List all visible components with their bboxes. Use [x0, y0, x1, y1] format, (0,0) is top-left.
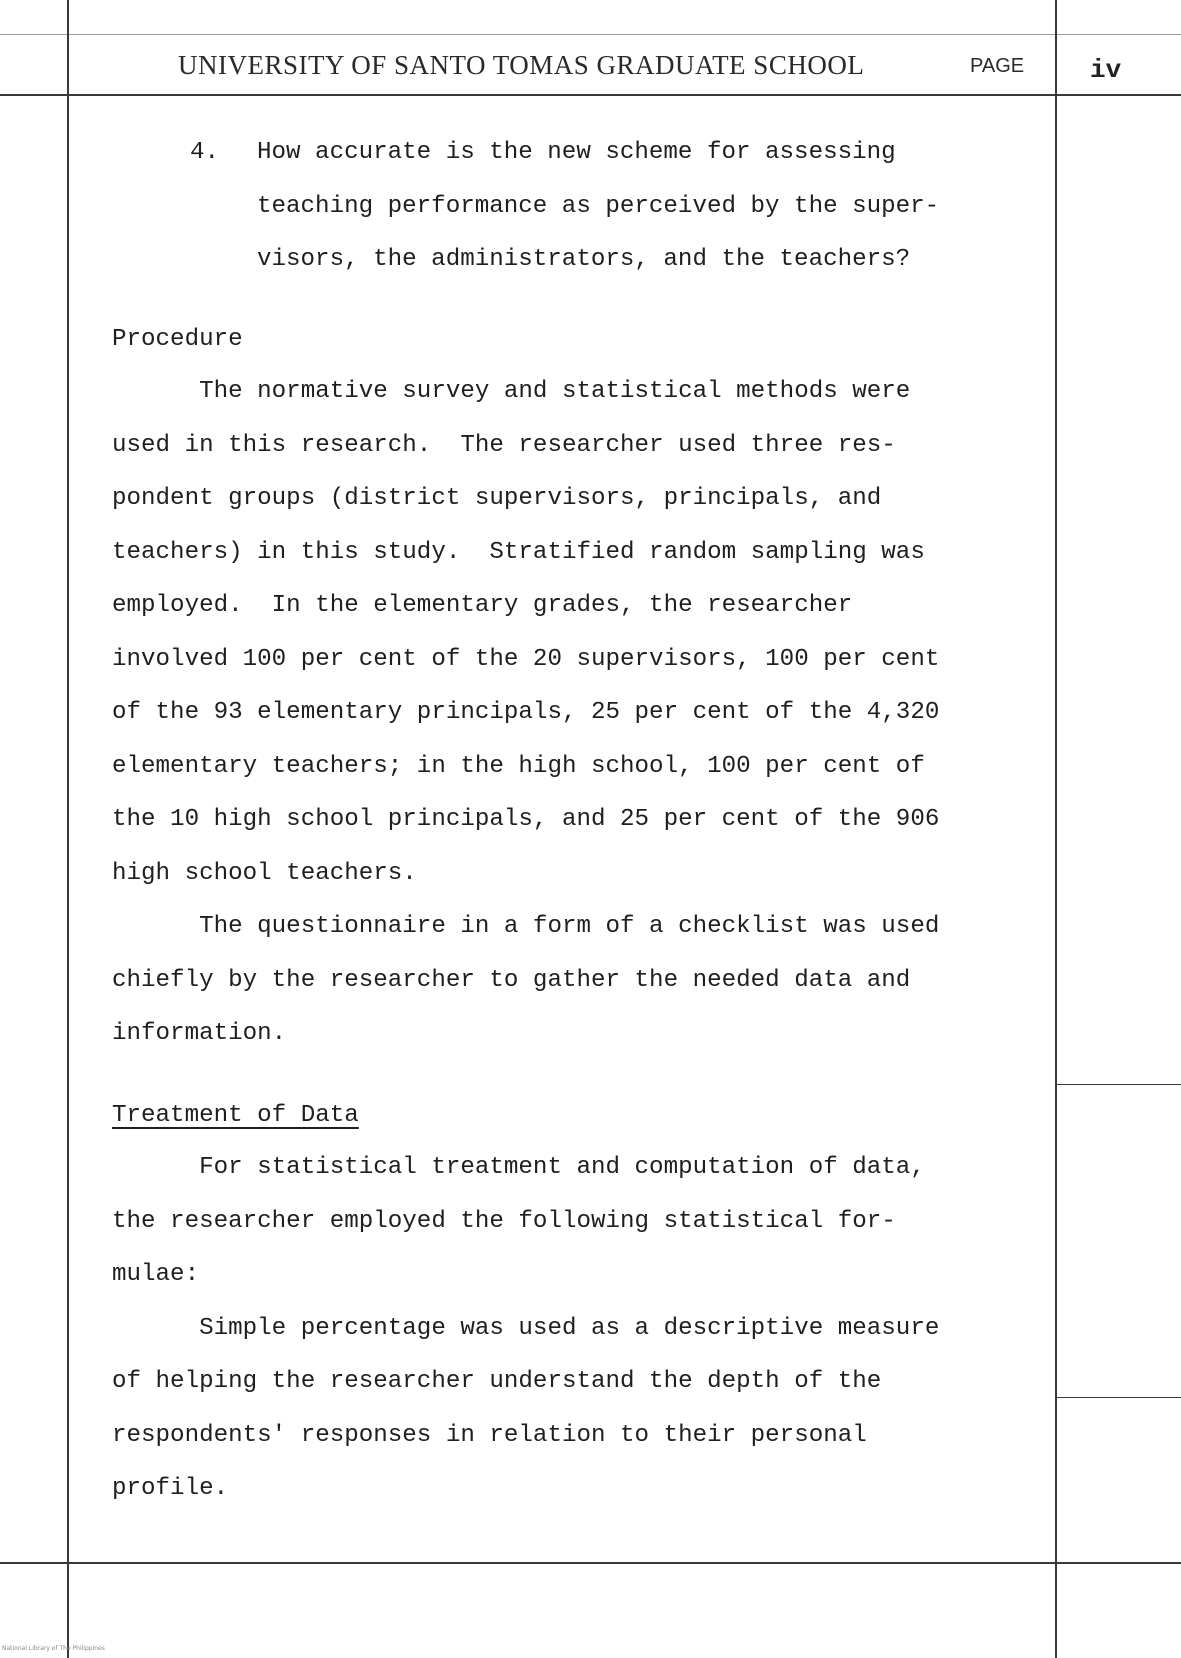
- question-text: [257, 126, 939, 287]
- question-number: 4.: [190, 139, 220, 166]
- paragraph-line: employed. In the elementary grades, the researcher: [112, 592, 853, 619]
- procedure-heading: Procedure: [112, 326, 243, 353]
- paragraph-line: the 10 high school principals, and 25 per cent of the 906: [112, 806, 940, 833]
- paragraph-line: of the 93 elementary principals, 25 per cent of the 4,320: [112, 699, 940, 726]
- left-margin-rule: [67, 0, 69, 1658]
- page-number: iv: [1090, 55, 1122, 85]
- paragraph-line: pondent groups (district supervisors, principals, and: [112, 485, 882, 512]
- right-tick-1: [1057, 1084, 1181, 1085]
- paragraph-line: profile.: [112, 1475, 229, 1502]
- header-institution: UNIVERSITY OF SANTO TOMAS GRADUATE SCHOOL: [178, 50, 865, 80]
- paragraph-line: The normative survey and statistical methods were: [112, 378, 911, 405]
- paragraph-line: teachers) in this study. Stratified random sampling was: [112, 538, 925, 566]
- page-label: PAGE: [970, 55, 1025, 77]
- paragraph-line: of helping the researcher understand the depth of the: [112, 1368, 882, 1395]
- treatment-heading: Treatment of Data: [112, 1102, 359, 1129]
- paragraph-line: the researcher employed the following statistical for-: [112, 1207, 896, 1235]
- question-line: How accurate is the new scheme for assessing: [257, 139, 896, 166]
- paragraph-line: For statistical treatment and computation of data,: [112, 1154, 925, 1181]
- paragraph-line: respondents' responses in relation to their personal: [112, 1421, 867, 1449]
- right-margin-rule: [1055, 0, 1057, 1658]
- paragraph-line: involved 100 per cent of the 20 supervisors, 100 per cent: [112, 645, 940, 673]
- library-stamp: National Library of The Philippines: [2, 1645, 105, 1652]
- paragraph-line: information.: [112, 1020, 287, 1047]
- paragraph-line: The questionnaire in a form of a checklist was used: [112, 913, 940, 940]
- bottom-rule: [0, 1562, 1181, 1564]
- paragraph-line: mulae:: [112, 1261, 200, 1288]
- paragraph-line: used in this research. The researcher used three res-: [112, 431, 896, 459]
- header-rule: [0, 94, 1181, 96]
- paragraph-line: Simple percentage was used as a descriptive measure: [112, 1314, 940, 1342]
- paragraph-line: elementary teachers; in the high school, 100 per cent of: [112, 752, 925, 780]
- procedure-paragraph: [112, 365, 939, 1061]
- right-tick-2: [1057, 1397, 1181, 1398]
- question-line: teaching performance as perceived by the super-: [257, 192, 940, 220]
- top-rule: [0, 34, 1181, 35]
- paragraph-line: chiefly by the researcher to gather the needed data and: [112, 966, 911, 994]
- paragraph-line: high school teachers.: [112, 859, 417, 887]
- question-line: visors, the administrators, and the teachers?: [257, 246, 911, 273]
- treatment-paragraph: [112, 1141, 939, 1516]
